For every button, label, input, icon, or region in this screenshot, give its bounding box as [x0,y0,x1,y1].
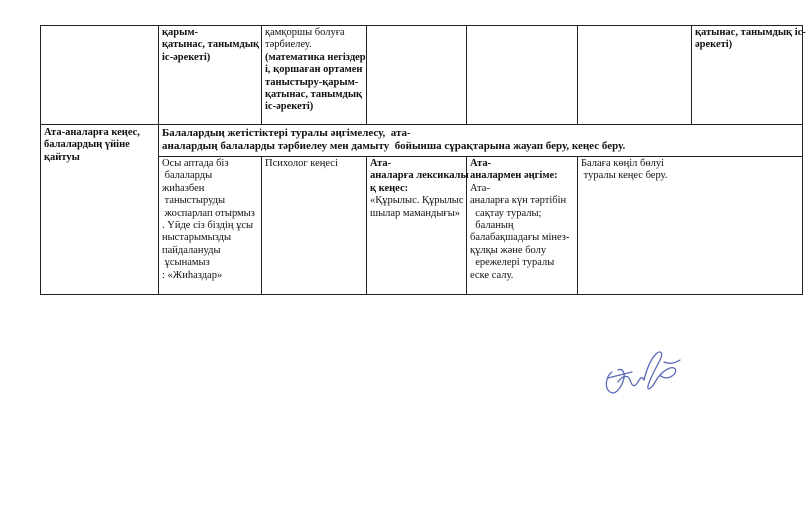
text-line: іс-әрекеті) [162,51,211,63]
signature-stroke [644,352,662,389]
text-line: баланың [470,220,514,232]
text-line: Балаға көңіл бөлуі [581,158,665,169]
text-line: қатынас, танымдық [265,89,363,101]
text-line: балалардың үйіне [44,139,130,151]
text-line: балаларды [162,170,213,182]
text-line: қарым- [162,27,198,38]
text-line: туралы кеңес беру. [581,170,668,182]
text-line: құлқы және болу [470,244,547,256]
cell-monday-advice [159,157,262,295]
text-line: қайтуы [44,151,80,163]
text-line: : «Жиһаздар» [162,269,223,281]
text-line: таныстыруды [162,195,226,207]
signature-stroke [606,369,624,392]
cell-thursday-advice [467,157,578,295]
table-row-top [41,26,803,125]
text-line: Психолог кеңесі [265,158,338,169]
cell-empty-label [41,26,159,125]
plan-table [40,25,806,295]
cell-thursday-activity [467,26,578,125]
text-line: жиһазбен [162,182,205,194]
text-line: Ата- [470,158,492,169]
text-line: ныстарымызды [162,232,232,244]
cell-tuesday-activity [262,26,367,125]
text-line: қамқоршы болуға [265,27,345,38]
text-line: Осы аптада біз [162,158,229,169]
text-line: ұсынамыз [162,257,210,269]
text-line: Ата-аналарға кеңес, [44,127,140,138]
text-line: аналарға лексикалы [370,170,469,182]
cell-friday-activity [578,26,692,125]
cell-tuesday-advice [262,157,367,295]
text-line: Балалардың жетістіктері туралы әңгімелесу, ата- [162,127,411,139]
text-line: тәрбиелеу. [265,39,312,51]
text-line: ережелері туралы [470,257,555,269]
text-line: балабақшадағы мінез- [470,232,570,244]
table-row-parents-summary [41,125,803,157]
text-line: қ кеңес: [370,182,409,194]
text-line: пайдалануды [162,244,221,256]
text-line: . Үйде сіз біздің ұсы [162,220,254,232]
text-line: еске салу. [470,269,514,281]
text-line: аналардың балаларды тәрбиелеу мен дамыту бойынша сұрақтарына жауап беру, кеңес беру. [162,140,626,152]
text-line: қатынас, танымдық [162,39,260,51]
handwritten-signature-icon [598,342,688,402]
cell-extra-activity [692,26,806,125]
text-line: і, қоршаған ортамен [265,64,363,76]
text-line: (математика негіздер [265,51,366,63]
cell-friday-advice [578,157,803,295]
text-line: іс-әрекеті) [265,101,314,113]
cell-wednesday-activity [367,26,467,125]
text-line: аналарға күн тәртібін [470,195,567,207]
cell-monday-activity [159,26,262,125]
signature-stroke [654,368,676,384]
text-line: Ата- [470,182,490,194]
text-line: «Құрылыс. Құрылыс [370,195,464,207]
signature-stroke [664,360,680,363]
text-line: әрекеті) [695,39,733,51]
text-line: Ата- [370,158,392,169]
cell-parents-summary [159,125,803,157]
text-line: сақтау туралы; [470,207,542,219]
text-line: шылар мамандығы» [370,207,461,219]
text-line: аналармен әңгіме: [470,170,558,182]
cell-parents-heading [41,125,159,295]
cell-wednesday-advice [367,157,467,295]
text-line: таныстыру-қарым- [265,76,359,88]
text-line: жоспарлап отырмыз [162,207,255,219]
text-line: қатынас, танымдық іс- [695,27,806,38]
